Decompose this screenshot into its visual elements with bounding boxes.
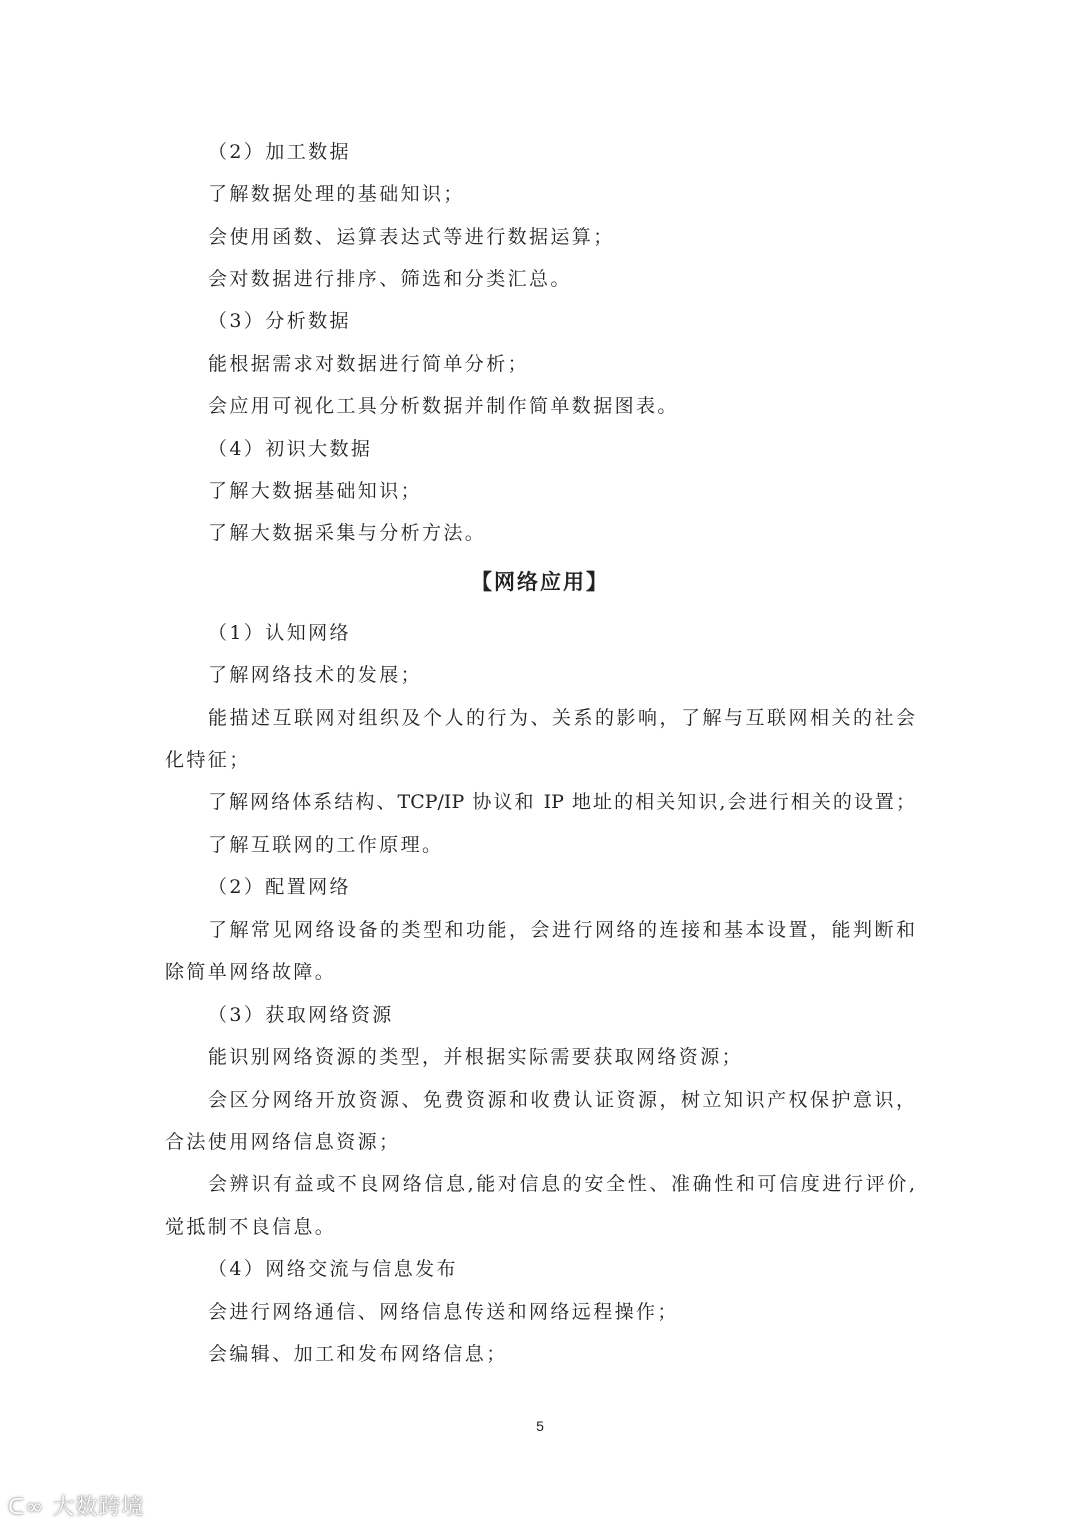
watermark-text: 大数跨境	[52, 1495, 145, 1520]
paragraph-line: 觉抵制不良信息。	[165, 1216, 337, 1238]
paragraph-line: （4）初识大数据	[208, 438, 373, 460]
paragraph-line: 了解大数据采集与分析方法。	[208, 522, 487, 544]
watermark-logo	[8, 1490, 144, 1521]
paragraph-line: 了解常见网络设备的类型和功能，会进行网络的连接和基本设置，能判断和	[208, 919, 915, 941]
paragraph-line: 会应用可视化工具分析数据并制作简单数据图表。	[208, 395, 679, 417]
paragraph-line: 会编辑、加工和发布网络信息；	[208, 1343, 508, 1365]
page-number: 5	[536, 1418, 544, 1434]
paragraph-line: 能描述互联网对组织及个人的行为、关系的影响，了解与互联网相关的社会	[208, 707, 915, 729]
paragraph-line: 会对数据进行排序、筛选和分类汇总。	[208, 268, 572, 290]
logo-icon: ᑕ∞	[8, 1495, 53, 1520]
paragraph-line: （3）获取网络资源	[208, 1004, 394, 1026]
paragraph-line: （4）网络交流与信息发布	[208, 1258, 458, 1280]
paragraph-line: 会进行网络通信、网络信息传送和网络远程操作；	[208, 1301, 679, 1323]
paragraph-line: （2）加工数据	[208, 141, 351, 163]
paragraph-line: （2）配置网络	[208, 876, 351, 898]
paragraph-line: 能识别网络资源的类型，并根据实际需要获取网络资源；	[208, 1046, 744, 1068]
paragraph-line: 会区分网络开放资源、免费资源和收费认证资源，树立知识产权保护意识，	[208, 1089, 915, 1111]
paragraph-line: 了解互联网的工作原理。	[208, 834, 444, 856]
paragraph-line: 会辨识有益或不良网络信息,能对信息的安全性、准确性和可信度进行评价,	[208, 1173, 915, 1195]
paragraph-line: （3）分析数据	[208, 310, 351, 332]
paragraph-line: 了解大数据基础知识；	[208, 480, 423, 502]
paragraph-line: 了解网络体系结构、TCP/IP 协议和 IP 地址的相关知识,会进行相关的设置；	[208, 791, 915, 813]
section-heading: 【网络应用】	[471, 569, 609, 594]
paragraph-line: （1）认知网络	[208, 622, 351, 644]
paragraph-line: 除简单网络故障。	[165, 961, 337, 983]
paragraph-line: 会使用函数、运算表达式等进行数据运算；	[208, 226, 615, 248]
paragraph-line: 能根据需求对数据进行简单分析；	[208, 353, 530, 375]
paragraph-line: 化特征；	[165, 749, 251, 771]
paragraph-line: 合法使用网络信息资源；	[165, 1131, 401, 1153]
paragraph-line: 了解数据处理的基础知识；	[208, 183, 465, 205]
paragraph-line: 了解网络技术的发展；	[208, 664, 423, 686]
